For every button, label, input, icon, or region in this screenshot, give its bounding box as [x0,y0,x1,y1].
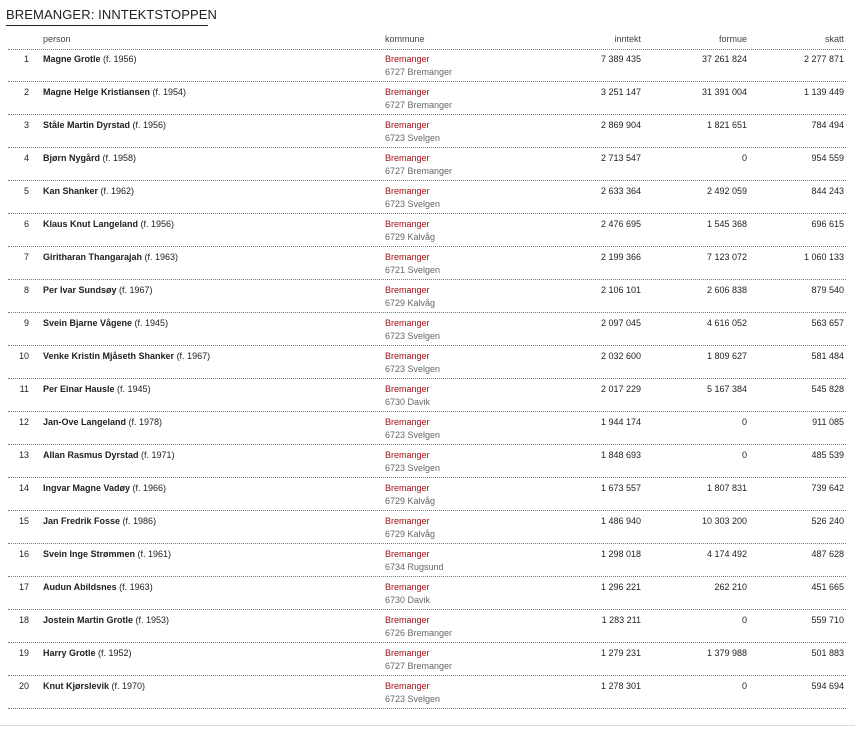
row-rank: 15 [18,516,29,526]
row-rank: 5 [23,186,29,196]
table-row[interactable] [8,82,846,115]
row-person-born: (f. 1962) [98,186,135,196]
row-kommune[interactable]: Bremanger [385,153,430,163]
row-person-born: (f. 1963) [116,582,153,592]
row-postal: 6734 Rugsund [385,562,444,572]
row-inntekt: 2 869 904 [600,120,641,130]
row-rank: 17 [18,582,29,592]
row-rank: 1 [23,54,29,64]
row-postal: 6727 Bremanger [385,661,453,671]
column-header-formue[interactable]: formue [718,34,747,44]
column-header-skatt[interactable]: skatt [824,34,844,44]
row-skatt: 545 828 [811,384,844,394]
table-row[interactable] [8,445,846,478]
table-row[interactable] [8,511,846,544]
table-row[interactable] [8,379,846,412]
row-rank: 20 [18,681,29,691]
row-person-name[interactable]: Bjørn Nygård [43,153,101,163]
row-rank: 4 [23,153,29,163]
row-formue: 5 167 384 [706,384,747,394]
row-skatt: 451 665 [811,582,844,592]
row-postal: 6727 Bremanger [385,100,453,110]
row-formue: 4 174 492 [706,549,747,559]
row-skatt: 2 277 871 [803,54,844,64]
row-person[interactable] [43,549,171,559]
table-header [8,31,846,50]
row-inntekt: 2 633 364 [600,186,641,196]
row-person-name[interactable]: Allan Rasmus Dyrstad [43,450,139,460]
row-person-born: (f. 1956) [138,219,175,229]
row-skatt: 739 642 [811,483,844,493]
row-rank: 9 [23,318,29,328]
table-row[interactable] [8,214,846,247]
table-row[interactable] [8,544,846,577]
row-postal: 6727 Bremanger [385,67,453,77]
row-kommune[interactable]: Bremanger [385,318,430,328]
row-skatt: 1 060 133 [803,252,844,262]
row-formue: 1 379 988 [706,648,747,658]
row-formue: 37 261 824 [701,54,747,64]
row-skatt: 581 484 [811,351,844,361]
row-person[interactable] [43,582,153,592]
row-person[interactable] [43,153,136,163]
page-title: BREMANGER: INNTEKTSTOPPEN [6,6,208,26]
row-rank: 13 [18,450,29,460]
row-skatt: 487 628 [811,549,844,559]
column-header-inntekt[interactable]: inntekt [614,34,641,44]
row-person-name[interactable]: Magne Grotle [43,54,101,64]
row-person[interactable] [43,87,186,97]
row-inntekt: 2 199 366 [600,252,641,262]
row-person-born: (f. 1953) [133,615,170,625]
row-inntekt: 1 944 174 [600,417,641,427]
row-formue: 262 210 [714,582,747,592]
row-inntekt: 2 097 045 [600,318,641,328]
row-person-name[interactable]: Ingvar Magne Vadøy [43,483,131,493]
row-rank: 19 [18,648,29,658]
row-postal: 6723 Svelgen [385,199,441,209]
table-row[interactable] [8,49,846,82]
row-rank: 8 [23,285,29,295]
row-kommune[interactable]: Bremanger [385,483,430,493]
row-formue: 0 [741,681,747,691]
row-person[interactable] [43,483,166,493]
table-row[interactable] [8,280,846,313]
row-rank: 6 [23,219,29,229]
table-row[interactable] [8,247,846,280]
row-person-born: (f. 1967) [174,351,211,361]
row-person-born: (f. 1956) [100,54,137,64]
table-row[interactable] [8,346,846,379]
row-postal: 6729 Kalvåg [385,529,436,539]
row-formue: 1 545 368 [706,219,747,229]
row-person-born: (f. 1971) [138,450,175,460]
row-postal: 6729 Kalvåg [385,298,436,308]
row-kommune[interactable]: Bremanger [385,54,430,64]
row-rank: 18 [18,615,29,625]
row-rank: 7 [23,252,29,262]
table-row[interactable] [8,181,846,214]
row-rank: 10 [18,351,29,361]
row-inntekt: 1 298 018 [600,549,641,559]
row-postal: 6723 Svelgen [385,331,441,341]
row-postal: 6723 Svelgen [385,430,441,440]
row-inntekt: 1 296 221 [600,582,641,592]
row-person-name[interactable]: Harry Grotle [43,648,96,658]
row-person-born: (f. 1945) [132,318,169,328]
row-formue: 2 492 059 [706,186,747,196]
row-person[interactable] [43,219,174,229]
row-person[interactable] [43,681,145,691]
row-person-born: (f. 1952) [95,648,132,658]
row-postal: 6723 Svelgen [385,133,441,143]
row-person-name[interactable]: Svein Bjarne Vågene [43,318,133,328]
row-formue: 2 606 838 [706,285,747,295]
row-kommune[interactable]: Bremanger [385,252,430,262]
row-rank: 11 [19,384,29,394]
table-row[interactable] [8,610,846,643]
table-row[interactable] [8,676,846,709]
row-skatt: 879 540 [811,285,844,295]
row-kommune[interactable]: Bremanger [385,285,430,295]
row-person-name[interactable]: Jan-Ove Langeland [43,417,127,427]
row-postal: 6726 Bremanger [385,628,453,638]
row-kommune[interactable]: Bremanger [385,681,430,691]
row-person-born: (f. 1956) [130,120,167,130]
row-person-name[interactable]: Per Einar Hausle [43,384,115,394]
row-inntekt: 3 251 147 [600,87,641,97]
row-formue: 4 616 052 [706,318,747,328]
row-inntekt: 2 713 547 [600,153,641,163]
row-postal: 6729 Kalvåg [385,232,436,242]
row-inntekt: 2 106 101 [600,285,641,295]
row-kommune[interactable]: Bremanger [385,120,430,130]
row-person[interactable] [43,450,175,460]
row-person[interactable] [43,384,151,394]
row-formue: 7 123 072 [706,252,747,262]
row-formue: 0 [741,417,747,427]
row-kommune[interactable]: Bremanger [385,219,430,229]
row-person-born: (f. 1978) [126,417,163,427]
row-inntekt: 1 278 301 [600,681,641,691]
row-inntekt: 1 848 693 [600,450,641,460]
row-rank: 3 [23,120,29,130]
row-kommune[interactable]: Bremanger [385,615,430,625]
row-person-born: (f. 1945) [114,384,151,394]
row-person[interactable] [43,615,169,625]
row-kommune[interactable]: Bremanger [385,549,430,559]
row-formue: 0 [741,615,747,625]
row-rank: 2 [23,87,29,97]
row-skatt: 696 615 [811,219,844,229]
row-formue: 1 807 831 [706,483,747,493]
divider [0,725,855,726]
row-person-name[interactable]: Jan Fredrik Fosse [43,516,121,526]
row-skatt: 1 139 449 [803,87,844,97]
table-row[interactable] [8,115,846,148]
table-row[interactable] [8,313,846,346]
row-inntekt: 1 673 557 [600,483,641,493]
row-person-name[interactable]: Jostein Martin Grotle [43,615,134,625]
row-kommune[interactable]: Bremanger [385,417,430,427]
row-skatt: 485 539 [811,450,844,460]
row-person-born: (f. 1967) [116,285,153,295]
row-formue: 10 303 200 [701,516,747,526]
row-skatt: 594 694 [811,681,844,691]
row-kommune[interactable]: Bremanger [385,87,430,97]
row-inntekt: 1 283 211 [601,615,641,625]
row-person[interactable] [43,648,132,658]
row-person[interactable] [43,516,156,526]
row-person[interactable] [43,285,153,295]
table-row[interactable] [8,478,846,511]
row-kommune[interactable]: Bremanger [385,351,430,361]
row-rank: 16 [18,549,29,559]
row-formue: 0 [741,450,747,460]
row-formue: 1 821 651 [706,120,747,130]
row-postal: 6729 Kalvåg [385,496,436,506]
row-kommune[interactable]: Bremanger [385,648,430,658]
row-formue: 31 391 004 [701,87,747,97]
row-person[interactable] [43,120,166,130]
row-skatt: 563 657 [811,318,844,328]
row-formue: 0 [741,153,747,163]
table-row[interactable] [8,577,846,610]
row-person-name[interactable]: Giritharan Thangarajah [43,252,143,262]
row-kommune[interactable]: Bremanger [385,186,430,196]
row-person-name[interactable]: Per Ivar Sundsøy [43,285,117,295]
row-person-name[interactable]: Ståle Martin Dyrstad [43,120,131,130]
row-rank: 14 [18,483,29,493]
row-kommune[interactable]: Bremanger [385,516,430,526]
row-postal: 6723 Svelgen [385,463,441,473]
row-skatt: 954 559 [811,153,844,163]
row-inntekt: 7 389 435 [600,54,641,64]
income-table [8,49,846,709]
row-skatt: 526 240 [811,516,844,526]
row-skatt: 559 710 [811,615,844,625]
table-row[interactable] [8,148,846,181]
table-row[interactable] [8,643,846,676]
row-person[interactable] [43,351,210,361]
row-kommune[interactable]: Bremanger [385,384,430,394]
row-postal: 6730 Davik [385,595,431,605]
row-person-name[interactable]: Venke Kristin Mjåseth Shanker [43,351,175,361]
row-postal: 6730 Davik [385,397,431,407]
row-postal: 6723 Svelgen [385,364,441,374]
row-postal: 6721 Svelgen [385,265,441,275]
row-person-name[interactable]: Audun Abildsnes [43,582,117,592]
column-header-person[interactable]: person [43,34,71,44]
row-person-born: (f. 1963) [142,252,179,262]
row-skatt: 844 243 [811,186,844,196]
row-person-name[interactable]: Svein Inge Strømmen [43,549,136,559]
row-skatt: 784 494 [811,120,844,130]
row-person-born: (f. 1961) [135,549,172,559]
row-postal: 6727 Bremanger [385,166,453,176]
row-skatt: 911 085 [812,417,844,427]
row-inntekt: 1 486 940 [600,516,641,526]
row-person[interactable] [43,186,134,196]
row-person-name[interactable]: Knut Kjørslevik [43,681,110,691]
row-person-born: (f. 1958) [100,153,137,163]
row-rank: 12 [18,417,29,427]
row-person-born: (f. 1966) [130,483,167,493]
row-person[interactable] [43,54,137,64]
row-person[interactable] [43,318,168,328]
row-kommune[interactable]: Bremanger [385,582,430,592]
column-header-kommune[interactable]: kommune [385,34,425,44]
row-skatt: 501 883 [811,648,844,658]
row-person-name[interactable]: Kan Shanker [43,186,99,196]
row-inntekt: 1 279 231 [600,648,641,658]
row-person-name[interactable]: Klaus Knut Langeland [43,219,139,229]
row-person-born: (f. 1954) [150,87,187,97]
table-row[interactable] [8,412,846,445]
row-postal: 6723 Svelgen [385,694,441,704]
row-inntekt: 2 017 229 [600,384,641,394]
row-inntekt: 2 032 600 [600,351,641,361]
row-formue: 1 809 627 [706,351,747,361]
row-person[interactable] [43,252,178,262]
row-person-born: (f. 1986) [120,516,157,526]
row-person[interactable] [43,417,162,427]
row-person-born: (f. 1970) [109,681,146,691]
row-person-name[interactable]: Magne Helge Kristiansen [43,87,151,97]
row-kommune[interactable]: Bremanger [385,450,430,460]
row-inntekt: 2 476 695 [600,219,641,229]
